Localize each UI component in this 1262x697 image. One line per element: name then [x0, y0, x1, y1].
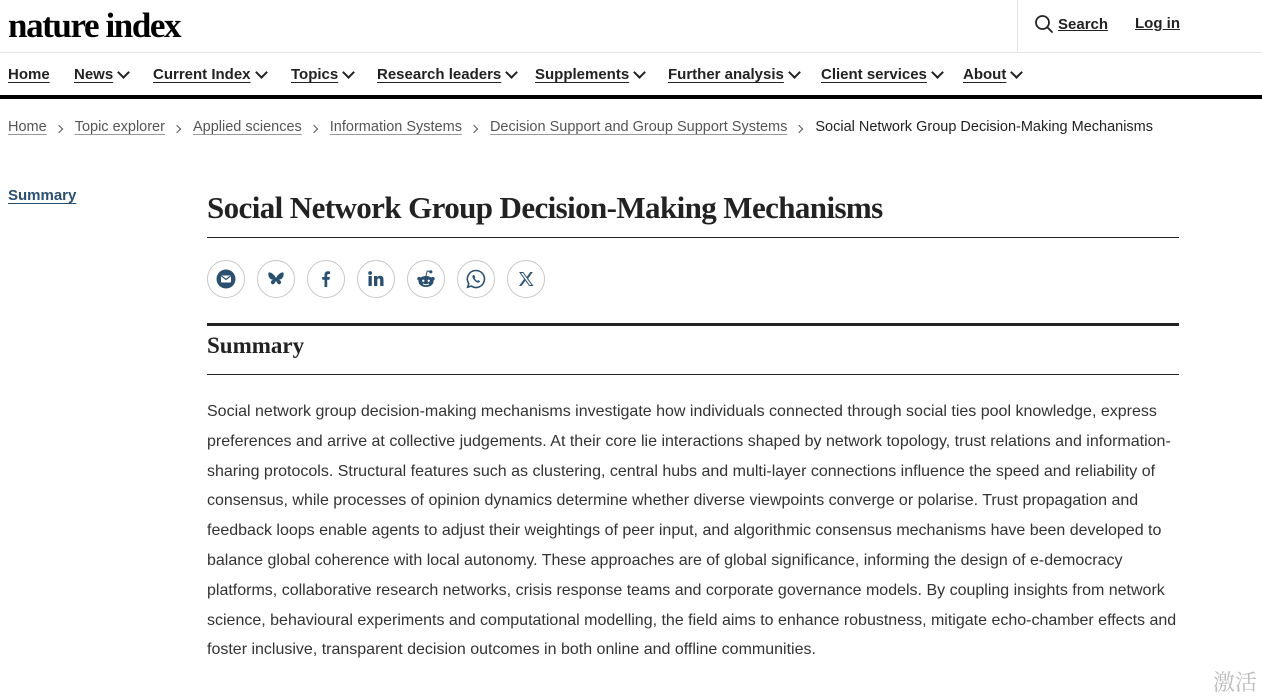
- nav-label: Research leaders: [377, 66, 502, 83]
- breadcrumb-current: Social Network Group Decision-Making Mechanisms: [815, 119, 1154, 135]
- share-whatsapp-button[interactable]: [457, 260, 495, 298]
- nav-label: Topics: [291, 66, 339, 83]
- facebook-icon: [316, 269, 336, 289]
- nav-label: News: [74, 66, 114, 83]
- nav-label: Home: [8, 66, 50, 83]
- summary-text: Social network group decision-making mechanisms investigate how individuals connected through social ties pool knowledge, express preferences and arrive at collective judgements. At their core lie interactions shaped by network topology, trust relations and information-sharing protocols. Structural features such as clustering, central hubs and multi-layer connections influence the speed and reliability of consensus, while processes of opinion dynamics determine whether diverse viewpoints converge or polarise. Trust propagation and feedback loops enable agents to adjust their weightings of peer input, and algorithmic consensus mechanisms have been developed to balance global coherence with local autonomy. These approaches are of global significance, informing the design of e-democracy platforms, collaborative research networks, crisis response teams and corporate governance models. By coupling insights from network science, behavioural experiments and computational modelling, the field aims to enhance robustness, mitigate echo-chamber effects and foster inclusive, transparent decision outcomes in both online and offline communities.: [207, 403, 1177, 659]
- chevron-right-icon: [795, 125, 803, 133]
- chevron-right-icon: [173, 125, 181, 133]
- search-label: Search: [1058, 15, 1109, 33]
- share-facebook-button[interactable]: [307, 260, 345, 298]
- site-header: [0, 0, 1262, 53]
- sidebar-link-summary[interactable]: Summary: [8, 187, 77, 204]
- chevron-down-icon: [1010, 66, 1023, 79]
- share-linkedin-button[interactable]: [357, 260, 395, 298]
- nature-index-logo[interactable]: nature index: [8, 6, 181, 45]
- breadcrumb-information-systems[interactable]: Information Systems: [329, 119, 462, 135]
- nav-item-supplements[interactable]: [535, 66, 644, 83]
- section-divider-thick: [207, 323, 1179, 326]
- breadcrumb-topic-explorer[interactable]: Topic explorer: [74, 119, 165, 135]
- nav-item-current-index[interactable]: [153, 66, 266, 83]
- breadcrumb: [8, 119, 1153, 135]
- nav-label: Client services: [821, 66, 927, 83]
- nav-item-client-services[interactable]: [821, 66, 942, 83]
- page-title: Social Network Group Decision-Making Mechanisms: [207, 190, 883, 225]
- nav-item-about[interactable]: [963, 66, 1021, 83]
- nav-item-further-analysis[interactable]: [668, 66, 799, 83]
- breadcrumb-applied-sciences[interactable]: Applied sciences: [192, 119, 302, 135]
- login-link[interactable]: Log in: [1135, 15, 1180, 32]
- header-actions: [1017, 0, 1180, 52]
- reddit-icon: [415, 268, 437, 290]
- share-x-button[interactable]: [507, 260, 545, 298]
- breadcrumb-decision-support[interactable]: Decision Support and Group Support Systems: [489, 119, 788, 135]
- share-bluesky-button[interactable]: [257, 260, 295, 298]
- nav-label: Further analysis: [668, 66, 784, 83]
- title-divider: [207, 237, 1179, 238]
- chevron-right-icon: [470, 125, 478, 133]
- chevron-down-icon: [633, 66, 646, 79]
- breadcrumb-home[interactable]: Home: [8, 119, 47, 135]
- share-buttons: [207, 260, 545, 298]
- whatsapp-icon: [465, 268, 487, 290]
- share-email-button[interactable]: [207, 260, 245, 298]
- section-divider-thin: [207, 374, 1179, 375]
- x-icon: [517, 270, 535, 288]
- bluesky-icon: [266, 269, 286, 289]
- email-icon: [216, 269, 236, 289]
- chevron-down-icon: [342, 66, 355, 79]
- chevron-right-icon: [310, 125, 318, 133]
- summary-heading: Summary: [207, 333, 305, 358]
- nav-label: Current Index: [153, 66, 251, 83]
- nav-item-research-leaders[interactable]: [377, 66, 516, 83]
- chevron-down-icon: [117, 66, 130, 79]
- nav-label: About: [963, 66, 1007, 83]
- search-icon: [1034, 14, 1054, 34]
- search-button[interactable]: [1034, 14, 1108, 34]
- chevron-down-icon: [255, 66, 268, 79]
- watermark-text: 激活: [1212, 671, 1257, 696]
- share-reddit-button[interactable]: [407, 260, 445, 298]
- nav-label: Supplements: [535, 66, 630, 83]
- chevron-down-icon: [505, 66, 518, 79]
- main-nav: [0, 53, 1262, 99]
- chevron-right-icon: [54, 125, 62, 133]
- nav-item-news[interactable]: [74, 66, 128, 83]
- nav-item-home[interactable]: [8, 66, 50, 83]
- nav-item-topics[interactable]: [291, 66, 353, 83]
- linkedin-icon: [366, 269, 386, 289]
- chevron-down-icon: [788, 66, 801, 79]
- chevron-down-icon: [931, 66, 944, 79]
